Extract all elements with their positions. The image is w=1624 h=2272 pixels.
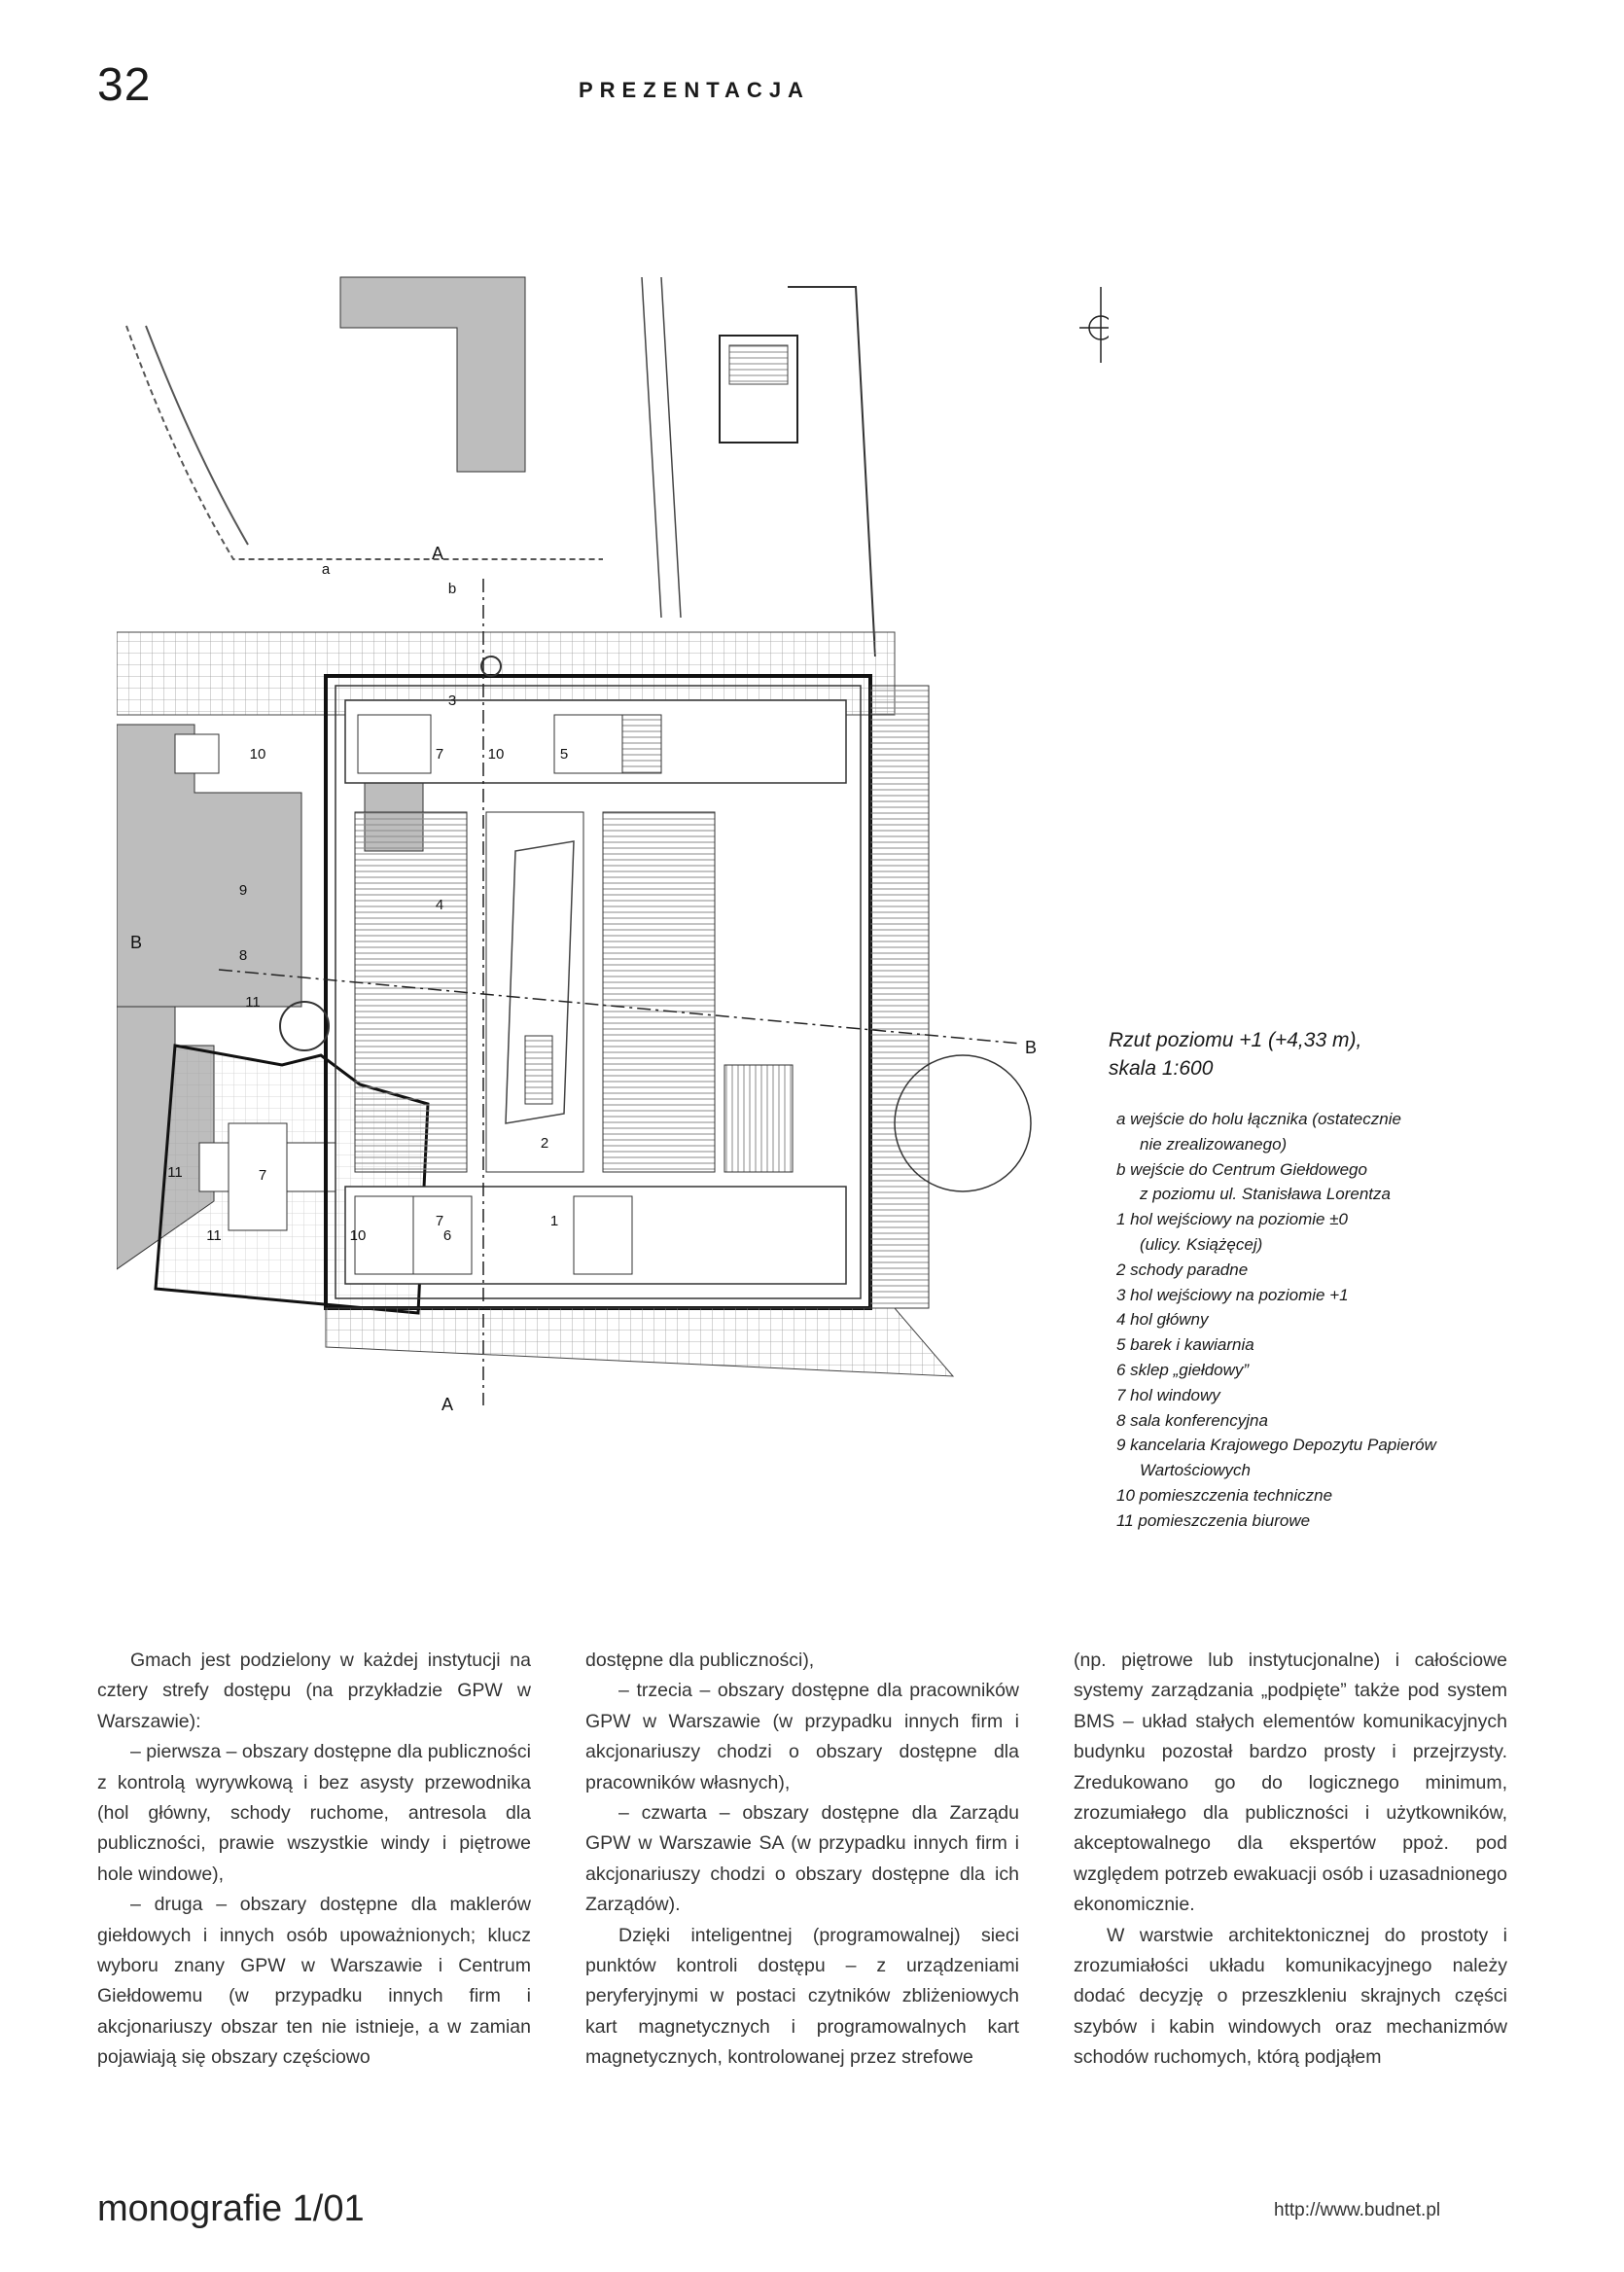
legend-item: 10 pomieszczenia techniczne — [1116, 1485, 1333, 1505]
paving-band-south — [326, 1308, 953, 1376]
legend-item: 2 schody paradne — [1116, 1260, 1249, 1279]
floor-plan-svg — [117, 267, 1109, 1522]
plan-label: 7 — [258, 1167, 267, 1184]
legend-item: 9 kancelaria Krajowego Depozytu Papierów — [1116, 1436, 1436, 1455]
plan-caption-title — [1109, 1026, 1361, 1083]
plan-label: a — [321, 561, 331, 578]
paragraph: – czwarta – obszary dostępne dla Zarządu GPW w Warszawie SA (w przypadku innych firm i akcjonariuszy chodzi o obszary dostępne dla ich Zarządów). — [585, 1802, 1019, 1916]
legend-item: 11 pomieszczenia biurowe — [1116, 1510, 1311, 1530]
paragraph: – pierwsza – obszary dostępne dla publiczności z kontrolą wyrywkową i bez asysty przewodnika (hol główny, schody ruchome, antresola dla publiczności, prawie wszystkie windy i piętrowe hole windowe), — [97, 1741, 531, 1885]
legend-item: 3 hol wejściowy na poziomie +1 — [1116, 1285, 1349, 1304]
paragraph: (np. piętrowe lub instytucjonalne) i całościowe systemy zarządzania „podpięte” także pod system BMS – układ stałych elementów komunikacyjnych budynku pozostał bardzo prosty i przejrzysty. Zredukowano go do logicznego minimum, zrozumiałego dla publiczności i użytkowników, akceptowalnego dla ekspertów ppoż. pod względem potrzeb ewakuacji osób i uzasadnionego ekonomicznie. — [1074, 1650, 1507, 1916]
legend-item: 8 sala konferencyjna — [1116, 1410, 1268, 1430]
footer-url-link[interactable]: http://www.budnet.pl — [1274, 2200, 1441, 2220]
stairs-2 — [724, 1065, 793, 1172]
text-column-2 — [585, 1646, 1019, 2074]
plan-label: 3 — [447, 692, 457, 709]
plan-label: A — [441, 1395, 454, 1414]
neighbor-annex — [175, 734, 219, 773]
plan-label: 10 — [349, 1227, 367, 1244]
escalator — [525, 1036, 552, 1104]
plan-label: 2 — [540, 1135, 549, 1152]
legend-item: nie zrealizowanego) — [1140, 1134, 1288, 1154]
floor-plan-drawing — [117, 267, 1109, 1522]
legend-item: b wejście do Centrum Giełdowego — [1116, 1159, 1367, 1179]
plan-label: 11 — [167, 1164, 183, 1181]
neighbor-building-top — [340, 277, 525, 472]
north-arrow-icon — [1079, 287, 1109, 363]
plan-label: 11 — [245, 994, 261, 1011]
paragraph: W warstwie architektonicznej do prostoty i zrozumiałości układu komunikacyjnego należy dodać decyzję o przeszkleniu skrajnych części szybów i kabin windowych oraz mechanizmów schodów ruchomych, którą podjąłem — [1074, 1924, 1507, 2069]
paragraph: dostępne dla publiczności), — [585, 1650, 815, 1671]
hall-band-right — [603, 812, 715, 1172]
plan-label: 10 — [249, 746, 266, 763]
paragraph: Gmach jest podzielony w każdej instytucji na cztery strefy dostępu (na przykładzie GPW w Warszawie): — [97, 1650, 531, 1732]
plan-label: A — [431, 544, 444, 563]
plan-label: 8 — [238, 947, 248, 964]
legend-item: Wartościowych — [1140, 1461, 1251, 1480]
footer-magazine-title: monografie 1/01 — [97, 2188, 365, 2229]
plan-label: 1 — [549, 1213, 559, 1229]
legend-item: 7 hol windowy — [1116, 1385, 1220, 1404]
section-title: PREZENTACJA — [579, 78, 810, 102]
legend-item: 5 barek i kawiarnia — [1116, 1335, 1254, 1355]
legend-item: 1 hol wejściowy na poziomie ±0 — [1116, 1210, 1348, 1229]
plan-label: b — [447, 581, 457, 597]
caption-line-2: skala 1:600 — [1109, 1057, 1214, 1080]
plan-label: 7 — [435, 1213, 444, 1229]
legend-item: 4 hol główny — [1116, 1310, 1209, 1330]
plan-label: 7 — [435, 746, 444, 763]
paragraph: – trzecia – obszary dostępne dla pracowników GPW w Warszawie (w przypadku innych firm i akcjonariuszy chodzi o obszary dostępne dla pracowników własnych), — [585, 1680, 1019, 1793]
paragraph: – druga – obszary dostępne dla maklerów giełdowych i innych osób upoważnionych; klucz wyboru znany GPW w Warszawie i Centrum Giełdowemu (w przypadku innych firm i akcjonariuszy obszar ten nie istnieje, a w zamian pojawiają się obszary częściowo — [97, 1894, 531, 2069]
plan-label: B — [1024, 1038, 1038, 1057]
hall-band-left — [355, 812, 467, 1172]
page-number: 32 — [97, 59, 152, 111]
plan-label: 4 — [435, 897, 444, 913]
legend-item: z poziomu ul. Stanisława Lorentza — [1140, 1185, 1391, 1204]
text-column-3 — [1074, 1646, 1507, 2074]
legend-item: a wejście do holu łącznika (ostatecznie — [1116, 1110, 1401, 1128]
plan-label: 10 — [487, 746, 505, 763]
plan-label: B — [129, 933, 143, 952]
text-column-1 — [97, 1646, 531, 2074]
plan-label: 9 — [238, 882, 248, 899]
plan-legend — [1116, 1107, 1535, 1534]
legend-item: (ulicy. Książęcej) — [1140, 1234, 1263, 1254]
plan-label: 11 — [206, 1227, 222, 1244]
plan-label: 6 — [442, 1227, 452, 1244]
legend-item: 6 sklep „giełdowy” — [1116, 1360, 1250, 1379]
caption-line-1: Rzut poziomu +1 (+4,33 m), — [1109, 1029, 1362, 1051]
paragraph: Dzięki inteligentnej (programowalnej) sieci punktów kontroli dostępu – z urządzeniami peryferyjnymi w postaci czytników zbliżeniowych kart magnetycznych i programowalnych kart magnetycznych, kontrolowanej przez strefowe — [585, 1924, 1019, 2069]
plan-label: 5 — [559, 746, 569, 763]
